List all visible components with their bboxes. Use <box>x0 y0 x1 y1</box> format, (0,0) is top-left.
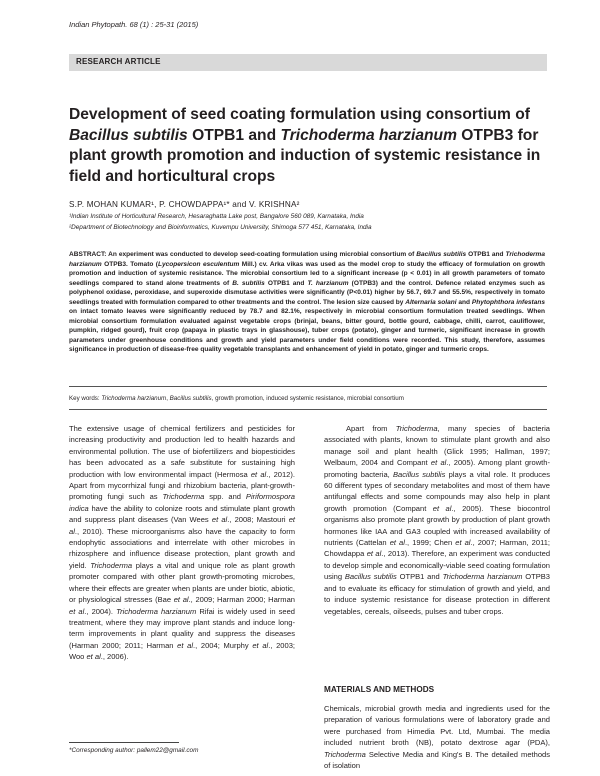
body-italic: et al <box>432 503 452 513</box>
abstract-text: Mill.) cv. Arka vikas was used as the model crop to study the efficacy of formulation on growth promotion and induction of systemic resistance. The microbial consortium led to a significant increase (p < 0.01) in all growth parameters of tomato seedlings compared to stand alone treatments of <box>69 260 545 287</box>
divider-top <box>69 386 547 387</box>
abstract-italic: T. harzianum <box>307 279 349 287</box>
body-italic: et al <box>250 469 267 479</box>
keyword-text: , <box>166 395 170 402</box>
keyword-italic: Trichoderma harzianum <box>101 395 167 402</box>
body-italic: Piriformospora indica <box>69 492 295 513</box>
title-italic-1: Bacillus subtilis <box>69 126 188 144</box>
abstract-text: OTPB1 and <box>466 251 506 258</box>
body-text: ., 2005). These biocontrol organisms also promote plant growth by production of plant growth hormones like IAA and GA3 coupled with increased availability of nutrients (Cattelan <box>324 503 551 548</box>
abstract-italic: Alternaria solani <box>405 298 457 306</box>
body-italic: et al <box>69 515 296 536</box>
abstract-text: and <box>456 298 472 306</box>
body-text: ., 2004). <box>84 606 117 616</box>
abstract-text: (OTPB3) and the control. Defence related enzymes such as polyphenol oxidase, peroxidase, and superoxide dismutase activities were significantly (P<0.01) higher by 56.7, 69.7 and 55.5%, respectively in tomato seedlings treated with formulation compared to other treatments and the control. The lesion size caused by <box>69 279 545 306</box>
corresponding-author-footnote: *Corresponding author: pallem22@gmail.com <box>69 747 199 754</box>
body-text: ., 2012). Apart from mycorrhizal fungi and rhizobium bacteria, plant-growth-promoting fungi such as <box>69 469 295 502</box>
body-text: OTPB1 and <box>396 572 443 582</box>
body-italic: et al <box>430 458 447 468</box>
body-text: OTPB3 and to evaluate its efficacy for stimulation of growth and yield, and to induce systemic resistance for disease protection in different vegetables, cereals, oilseeds, pulses and tuber crops. <box>324 572 551 616</box>
body-italic: et al <box>177 640 194 650</box>
body-text: The extensive usage of chemical fertilizers and pesticides for increasing productivity and production led to health hazards and environmental pollution. The use of biofertilizers and biopesticides has been advocated as a safe substitute for sustaining high production with low environmental impact (Hermosa <box>69 424 295 479</box>
methods-text <box>324 703 550 771</box>
body-right-column <box>324 423 550 617</box>
article-title <box>69 105 549 187</box>
abstract-text: on intact tomato leaves were significantly reduced by 78.7 and 82.1%, respectively in microbial consortium formulation treated seedlings. When microbial consortium formulation evaluated against vegetable crops (brinjal, beans, bitter gourd, bottle gourd, cabbage, chilli, carrot, cauliflower, pumpkin, ridged gourd), fruit crop (papaya in plastic trays in glasshouse), tuber crops (potato), ginger and turmeric, significant increase in growth parameters under greenhouse conditions and growth and yield parameters under field conditions were recorded. This study, therefore, assumes significance in production of disease-free quality vegetable transplants and enhancement of yield in potato, ginger and turmeric crops. <box>69 308 545 353</box>
section-heading-methods: MATERIALS AND METHODS <box>324 685 435 694</box>
title-part-3: OTPB3 for plant growth promotion and induction of systemic resistance in field and horticultural crops <box>69 126 541 185</box>
body-text: Selective Media and King's B. The detailed methods of isolation <box>324 749 550 771</box>
body-italic: et al <box>173 595 189 605</box>
keyword-italic: Bacillus subtilis <box>169 395 212 402</box>
body-italic: Bacillus subtilis <box>344 572 397 582</box>
body-text: spp. and <box>204 492 246 502</box>
body-text: ., 2008; Mastouri <box>227 515 289 525</box>
body-text: ., 2005). Among plant growth-promoting bacteria, <box>324 458 550 479</box>
body-text: ., 2004; Murphy <box>193 640 253 650</box>
keywords-label: Key words: <box>69 395 102 402</box>
keyword-text: , growth promotion, induced systemic resistance, microbial consortium <box>211 395 404 402</box>
section-label: RESEARCH ARTICLE <box>76 57 161 66</box>
body-text: plays a vital role. It produces 60 different types of secondary metabolites and most of them have antifungal effects and some compounds may also help in plant growth promotion (Compant <box>324 469 550 513</box>
title-part-1: Development of seed coating formulation using consortium of <box>69 106 530 123</box>
body-italic: Trichoderma harzianum <box>116 606 197 616</box>
body-text: have the ability to colonize roots and stimulate plant growth and suppress plant diseases (Van Wees <box>69 503 295 525</box>
author-list: S.P. MOHAN KUMAR¹, P. CHOWDAPPA¹* and V. KRISHNA² <box>69 200 300 209</box>
body-italic: et al <box>455 538 471 548</box>
divider-bottom <box>69 409 547 410</box>
body-italic: Trichoderma <box>395 424 438 433</box>
title-part-2: OTPB1 and <box>187 126 281 144</box>
abstract-italic: Lycopersicon esculentum <box>157 260 240 268</box>
body-text: ., 2009; Harman 2000; Harman <box>188 595 295 605</box>
journal-header: Indian Phytopath. 68 (1) : 25-31 (2015) <box>69 20 199 29</box>
footnote-rule <box>69 742 179 743</box>
body-italic: Trichoderma <box>324 749 366 759</box>
body-text: Rifai is widely used in seed treatment, where they may improve plant stands and induce long-term improvements in plant quality and suppress the diseases (Harman 2000; 2011; Harman <box>69 606 295 650</box>
body-italic: Bacillus subtilis <box>393 469 446 479</box>
body-text: , many species of bacteria associated with plants, known to stimulate plant growth and also manage soil and plant health (Glick 1995; Hallman, 1997; Welbaum, 2004 and Compant <box>324 424 551 468</box>
body-italic: et al <box>252 640 269 650</box>
body-left-column <box>69 423 295 663</box>
section-band <box>69 54 547 71</box>
abstract-italic: Phytophthora infestans <box>471 298 545 306</box>
body-text: plays a vital and unique role as plant growth promoter compared with other plant growth-promoting microbes, where their effects are greater when plants are under biotic, abiotic, or physiological stresses (Bae <box>69 560 296 605</box>
body-italic: et al <box>366 549 382 559</box>
body-text: ., 2006). <box>100 652 129 662</box>
abstract-text: OTPB3. Tomato ( <box>101 260 158 268</box>
body-text: Apart from <box>346 424 396 433</box>
body-italic: Trichoderma <box>90 560 133 570</box>
abstract-italic: Trichoderma harzianum <box>69 251 546 268</box>
abstract <box>69 250 545 355</box>
affiliation-1: ¹Indian Institute of Horticultural Research, Hesaraghatta Lake post, Bangalore 560 089, Karnataka, India <box>69 213 364 220</box>
abstract-text: ABSTRACT: An experiment was conducted to develop seed-coating formulation using microbial consortium of <box>69 251 417 258</box>
body-italic: et al <box>211 515 228 525</box>
abstract-text: OTPB1 and <box>264 279 308 287</box>
body-italic: et al <box>86 652 101 662</box>
title-italic-2: Trichoderma harzianum <box>280 126 457 144</box>
body-text: Chemicals, microbial growth media and ingredients used for the preparation of various formulations were of laboratory grade and were purchased from Himedia Pvt. Ltd, Mumbai. The media included nutrient broth (NB), potato dextrose agar (PDA), <box>324 704 550 748</box>
abstract-italic: Bacillus subtilis <box>416 251 467 258</box>
body-italic: et al <box>69 606 85 616</box>
body-italic: et al <box>389 538 405 548</box>
body-italic: Trichoderma harzianum <box>442 572 523 582</box>
affiliation-2: ²Department of Biotechnology and Bioinformatics, Kuvempu University, Shimoga 577 451, Karnataka, India <box>69 224 372 231</box>
abstract-italic: B. subtilis <box>232 279 265 287</box>
body-text: ., 2010). These microorganisms also have the capacity to form endophytic associations and interrelate with other microbes in rhizosphere and influence disease protection, plant growth and yield. <box>69 526 295 570</box>
body-text: ., 2007; Harman, 2011; Chowdappa <box>324 538 551 559</box>
body-italic: Trichoderma <box>162 492 205 502</box>
keywords <box>69 395 547 402</box>
body-text: ., 2003; Woo <box>69 640 295 662</box>
body-text: ., 2013). Therefore, an experiment was conducted to develop simple and economically-viable seed coating formulation using <box>324 549 551 582</box>
body-text: ., 1999; Chen <box>404 538 456 548</box>
